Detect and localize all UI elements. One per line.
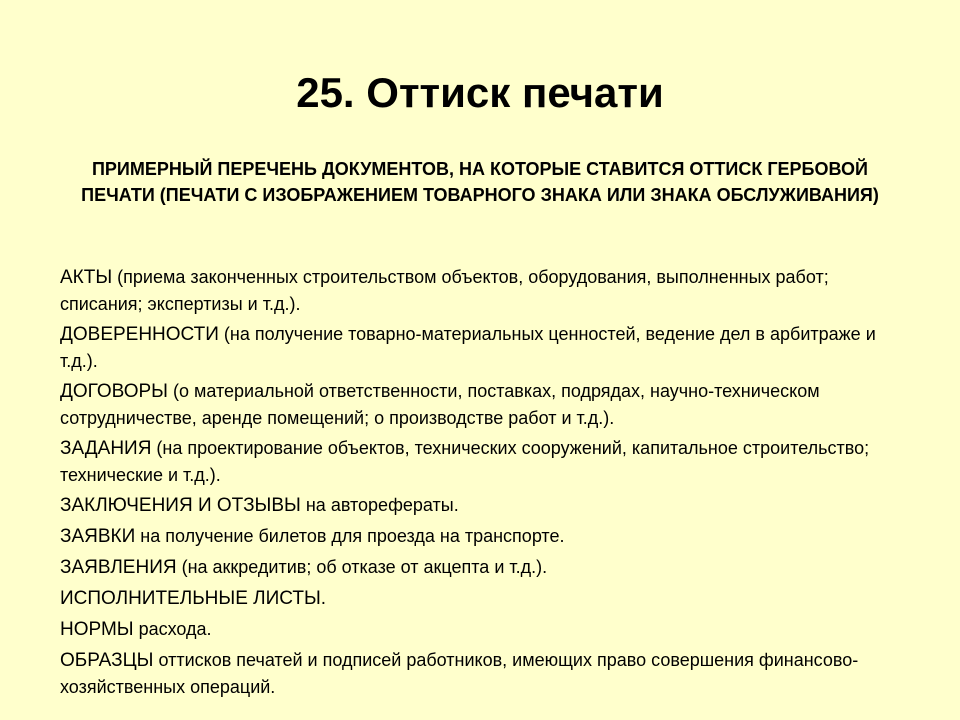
document-description: на получение билетов для проезда на транспорте. (135, 526, 565, 546)
document-term: ДОВЕРЕННОСТИ (60, 324, 219, 345)
document-description: расхода. (133, 619, 212, 639)
slide-subtitle: ПРИМЕРНЫЙ ПЕРЕЧЕНЬ ДОКУМЕНТОВ, НА КОТОРЫЕ СТАВИТСЯ ОТТИСК ГЕРБОВОЙ ПЕЧАТИ (ПЕЧАТИ С ИЗОБРАЖЕНИЕМ ТОВАРНОГО ЗНАКА ИЛИ ЗНАКА ОБСЛУЖИВАНИЯ) (81, 159, 879, 205)
document-description: (о материальной ответственности, поставках, подрядах, научно-техническом сотрудничестве, аренде помещений; о производстве работ и т.д.). (60, 381, 820, 428)
list-item (60, 321, 910, 374)
document-term: НОРМЫ (60, 619, 134, 640)
document-description: оттисков печатей и подписей работников, имеющих право совершения финансово-хозяйственных операций. (60, 650, 859, 697)
document-description: (на получение товарно-материальных ценностей, ведение дел в арбитраже и т.д.). (60, 324, 876, 371)
list-item (60, 647, 910, 700)
document-description: на авторефераты. (300, 495, 459, 515)
document-term: ЗАЯВЛЕНИЯ (60, 557, 177, 578)
list-item (60, 435, 910, 488)
document-term: ИСПОЛНИТЕЛЬНЫЕ ЛИСТЫ. (60, 588, 327, 609)
document-term: АКТЫ (60, 267, 113, 288)
document-term: ЗАЯВКИ (60, 526, 136, 547)
document-description: (приема законченных строительством объектов, оборудования, выполненных работ; списания; экспертизы и т.д.). (60, 267, 829, 314)
list-item (60, 378, 910, 431)
list-item (60, 585, 910, 612)
list-item (60, 616, 910, 643)
document-term: ЗАДАНИЯ (60, 438, 152, 459)
document-list (60, 264, 910, 704)
document-term: ОБРАЗЦЫ (60, 650, 154, 671)
list-item (60, 554, 910, 581)
document-description: (на аккредитив; об отказе от акцепта и т.д.). (176, 557, 548, 577)
document-description: (на проектирование объектов, технических сооружений, капитальное строительство; технические и т.д.). (60, 438, 870, 485)
list-item (60, 264, 910, 317)
list-item (60, 523, 910, 550)
document-term: ДОГОВОРЫ (60, 381, 168, 402)
list-item (60, 492, 910, 519)
slide-title: 25. Оттиск печати (296, 69, 664, 116)
document-term: ЗАКЛЮЧЕНИЯ И ОТЗЫВЫ (60, 495, 301, 516)
